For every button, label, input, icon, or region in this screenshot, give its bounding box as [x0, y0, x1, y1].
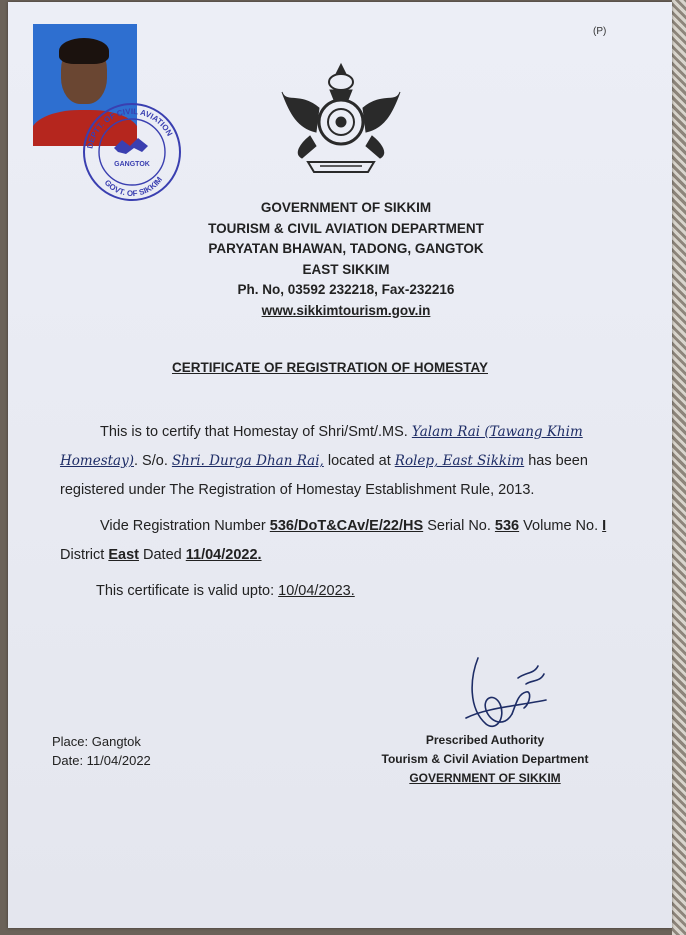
serial-number: 536: [494, 518, 520, 534]
registration-number: 536/DoT&CAv/E/22/HS: [269, 518, 424, 534]
header-address: PARYATAN BHAWAN, TADONG, GANGTOK: [208, 241, 484, 256]
sikkim-state-emblem: [280, 62, 402, 180]
registration-paragraph: Vide Registration Number 536/DoT&CAv/E/22/HS Serial No. 536 Volume No. I District East Dated 11/04/2022.: [60, 518, 607, 563]
header-department: TOURISM & CIVIL AVIATION DEPARTMENT: [208, 220, 484, 236]
place-date-block: [52, 732, 151, 770]
certificate-body: [60, 418, 632, 606]
place-label: Place: Gangtok: [52, 734, 141, 749]
header-district: EAST SIKKIM: [302, 261, 390, 277]
table-lace-background: [672, 0, 686, 935]
district-value: East: [108, 547, 139, 563]
department-seal-stamp: [78, 96, 186, 204]
date-label: Date: 11/04/2022: [52, 753, 151, 768]
father-name-handwritten: Shri. Durga Dhan Rai,: [171, 453, 324, 469]
location-handwritten: Rolep, East Sikkim: [394, 453, 525, 469]
signatory-title: Prescribed Authority: [425, 733, 545, 747]
header-phone: Ph. No, 03592 232218, Fax-232216: [237, 282, 455, 297]
dated-value: 11/04/2022.: [185, 547, 262, 563]
page-mark: (P): [593, 26, 607, 37]
volume-number: I: [602, 518, 607, 534]
svg-text:GANGTOK: GANGTOK: [114, 161, 150, 168]
certify-paragraph: This is to certify that Homestay of Shri/Smt/.MS. Yalam Rai (Tawang Khim Homestay). S/o. Shri. Durga Dhan Rai, located at Rolep, East Sikkim has been registered under The Registration of Homestay Establishment Rule, 2013.: [60, 424, 588, 498]
signatory-block: [372, 731, 598, 788]
photo-hair: [59, 38, 109, 64]
handwritten-signature: [456, 648, 566, 738]
svg-text:DEPTT. OF CIVIL AVIATION: DEPTT. OF CIVIL AVIATION: [85, 106, 175, 150]
valid-upto-date: 10/04/2023.: [278, 583, 355, 599]
signatory-government: GOVERNMENT OF SIKKIM: [409, 771, 561, 785]
signatory-department: Tourism & Civil Aviation Department: [381, 752, 589, 766]
owner-name-handwritten: Yalam Rai (Tawang Khim Homestay): [60, 424, 583, 469]
validity-paragraph: This certificate is valid upto: 10/04/2023.: [96, 583, 355, 599]
letterhead: [170, 198, 522, 321]
svg-text:GOVT. OF SIKKIM: GOVT. OF SIKKIM: [102, 175, 165, 199]
header-government: GOVERNMENT OF SIKKIM: [260, 200, 432, 215]
header-website-link[interactable]: www.sikkimtourism.gov.in: [261, 302, 431, 318]
certificate-title: CERTIFICATE OF REGISTRATION OF HOMESTAY: [171, 360, 488, 375]
